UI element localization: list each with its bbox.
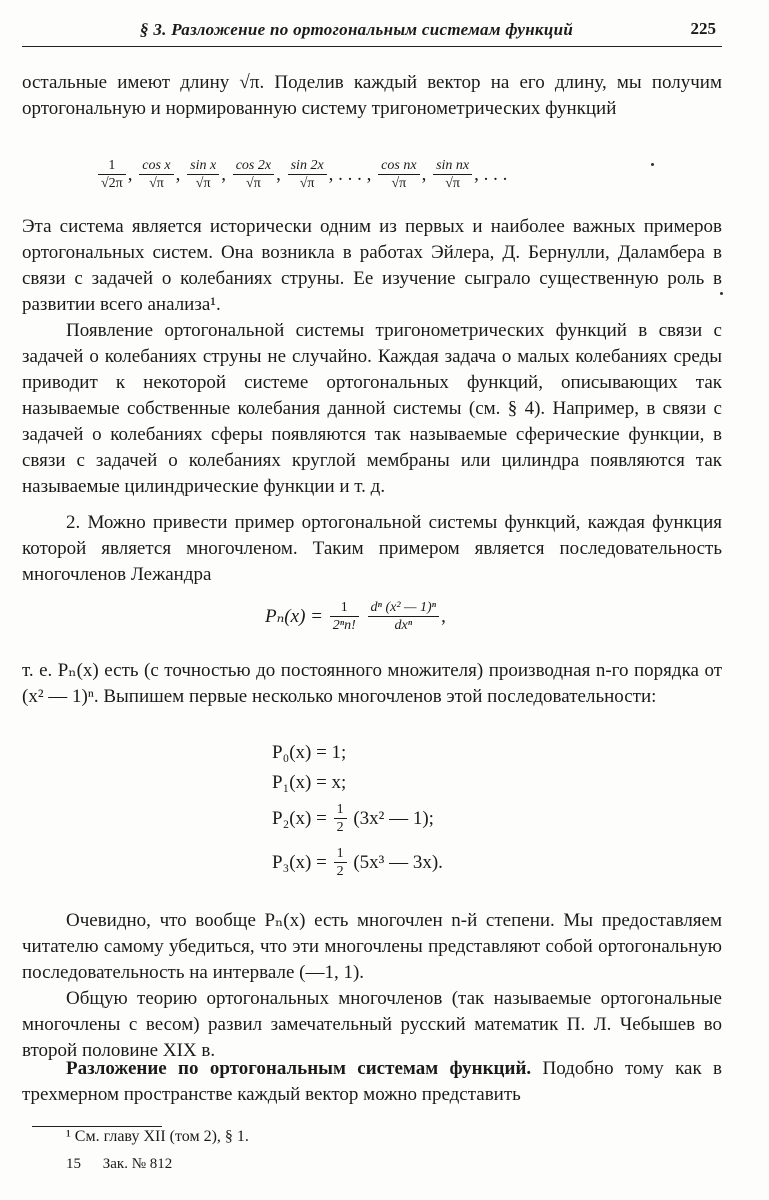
paragraph-1: остальные имеют длину √π. Поделив каждый вектор на его длину, мы получим ортогональную и нормированную систему тригонометрических функций — [22, 72, 722, 119]
legendre-formula: Pₙ(x) = $\frac{1}{\text{2ⁿn!}}$ $\frac{\text{dⁿ (x² — 1)ⁿ}}{\text{dxⁿ}}$ , — [265, 600, 446, 633]
paragraph-8-text: Подобно тому как в трехмерном пространстве каждый вектор можно представить — [22, 1058, 722, 1105]
trig-term-2: $\frac{\text{cos x}}{√\pi}$ — [139, 158, 173, 193]
paragraph-6: Очевидно, что вообще Pₙ(x) есть многочлен n-й степени. Мы предоставляем читателю самому убедиться, что эти многочлены представляют собой ортогональную последовательность на интервале (—1, 1). — [22, 910, 722, 983]
legendre-factor: $\frac{1}{\text{2ⁿn!}}$ — [330, 600, 359, 635]
paragraph-5: т. е. Pₙ(x) есть (с точностью до постоянного множителя) производная n-го порядка от (x² — 1)ⁿ. Выпишем первые несколько многочленов этой последовательности: — [22, 660, 722, 707]
trig-term-4: $\frac{\cos 2x}{√\pi}$ — [233, 158, 274, 193]
polynomial-p1: P₁(x) = x; — [272, 772, 347, 793]
running-header — [22, 16, 722, 47]
trig-term-n-sin: $\frac{\text{sin nx}}{√\pi}$ — [433, 158, 472, 193]
printer-signature — [66, 1156, 190, 1173]
polynomial-p0: P₀(x) = 1; — [272, 742, 347, 763]
signature-number: 15 — [66, 1156, 81, 1172]
trig-term-5: $\frac{\sin 2x}{√\pi}$ — [288, 158, 327, 193]
paragraph-2: Эта система является исторически одним из первых и наиболее важных примеров ортогональных систем. Она возникла в работах Эйлера, Д. Бернулли, Даламбера в связи с задачей о колебаниях струны. Ее изучение сыграло существенную роль в развитии всего анализа¹. — [22, 216, 722, 315]
trig-term-1: $\frac{1}{√2\pi}$ — [98, 158, 126, 193]
legendre-lhs: Pₙ(x) = — [265, 605, 323, 627]
section-title: § 3. Разложение по ортогональным системам функций — [140, 20, 574, 39]
trig-system-formula: $\frac{1}{√2\pi}$ , $\frac{\text{cos x}}{√\pi}$ , $\frac{\text{sin x}}{√\pi}$ , $\frac{\cos 2x}{√\pi}$ , $\frac{\sin 2x}{√\pi}$ , . . . , $\frac{\text{cos nx}}{√\pi}$ , $\frac{\text{sin nx}}{√\pi}$ , . . . — [96, 158, 507, 193]
legendre-derivative: $\frac{\text{dⁿ (x² — 1)ⁿ}}{\text{dxⁿ}}$ — [368, 600, 440, 635]
paragraph-8 — [22, 1056, 722, 1108]
footnote: ¹ См. главу XII (том 2), § 1. — [66, 1128, 249, 1145]
signature-order: Зак. № 812 — [102, 1156, 173, 1172]
polynomial-p2: P₂(x) = $\frac{1}{2}$ (3x² — 1); — [272, 802, 434, 835]
paragraph-7: Общую теорию ортогональных многочленов (так называемые ортогональные многочлены с весом) развил замечательный русский математик П. Л. Чебышев во второй половине XIX в. — [22, 988, 722, 1061]
trig-term-n-cos: $\frac{\text{cos nx}}{√\pi}$ — [378, 158, 419, 193]
paragraph-8-heading: Разложение по ортогональным системам функций. — [66, 1058, 532, 1079]
print-speck — [651, 163, 654, 166]
trig-term-3: $\frac{\text{sin x}}{√\pi}$ — [187, 158, 219, 193]
page-number: 225 — [690, 19, 716, 38]
paragraph-4: 2. Можно привести пример ортогональной системы функций, каждая функция которой является многочленом. Таким примером является последовательность многочленов Лежандра — [22, 512, 722, 585]
footnote-divider — [32, 1126, 162, 1127]
print-speck — [720, 292, 723, 295]
paragraph-3: Появление ортогональной системы тригонометрических функций в связи с задачей о колебаниях струны не случайно. Каждая задача о малых колебаниях среды приводит к некоторой системе ортогональных функций, описывающих так называемые собственные колебания данной системы (см. § 4). Например, в связи с задачей о колебаниях сферы появляются так называемые сферические функции, в связи с задачей о колебаниях круглой мембраны или цилиндра появляются так называемые цилиндрические функции и т. д. — [22, 320, 722, 497]
polynomial-p3: P₃(x) = $\frac{1}{2}$ (5x³ — 3x). — [272, 846, 443, 879]
